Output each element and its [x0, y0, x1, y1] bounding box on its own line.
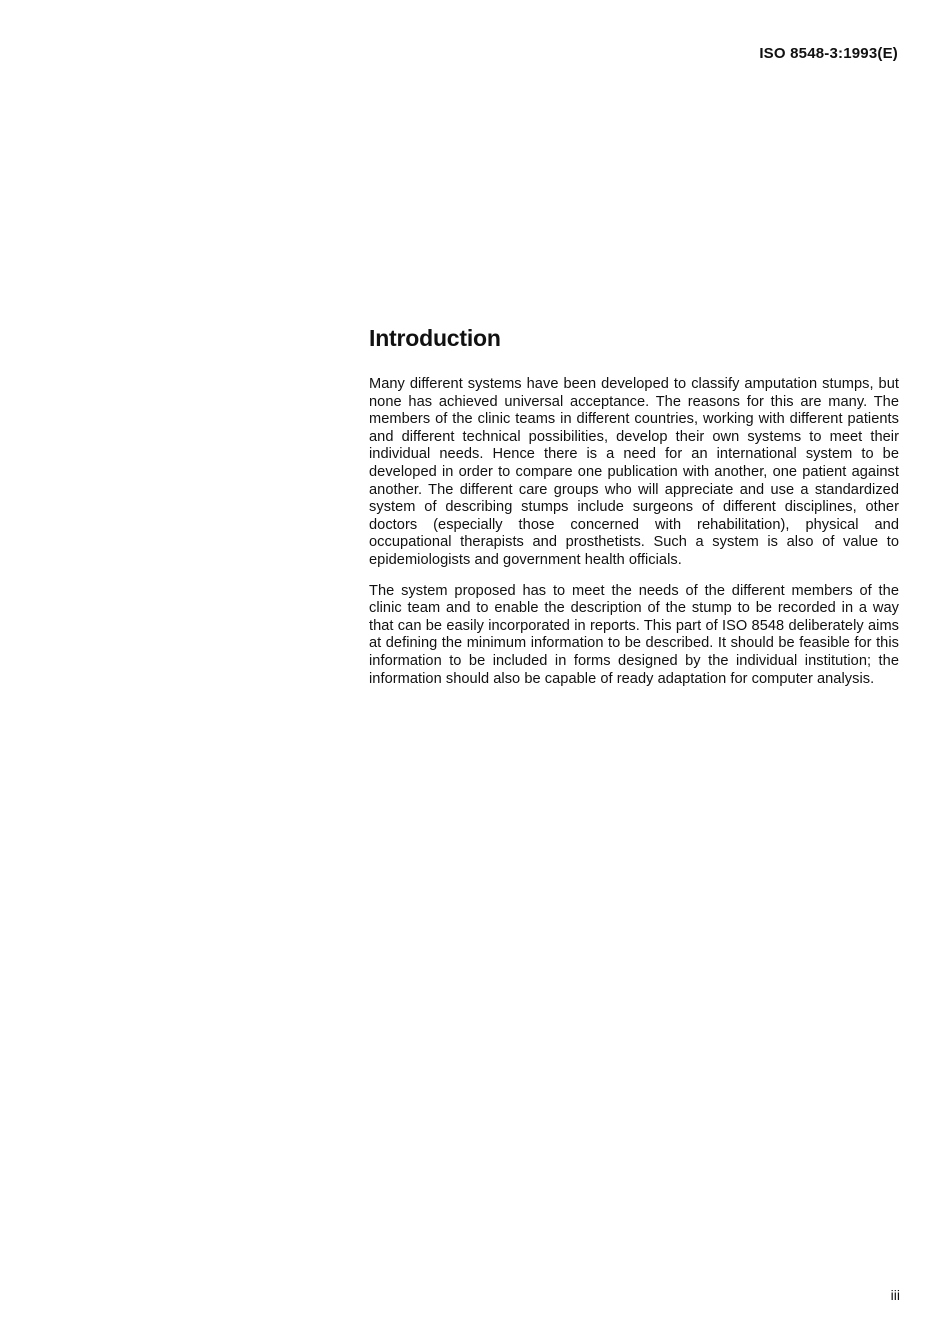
- paragraph-2: The system proposed has to meet the needs of the different members of the clinic team and to enable the description of the stump to be recorded in a way that can be easily incorporated in reports. This part of ISO 8548 deliberately aims at defining the minimum information to be described. It should be feasible for this information to be included in forms designed by the individual institution; the information should also be capable of ready adaptation for computer analysis.: [369, 582, 899, 687]
- introduction-section: [369, 325, 899, 701]
- section-title: Introduction: [369, 325, 501, 351]
- page-number: iii: [890, 1287, 900, 1303]
- document-id: ISO 8548-3:1993(E): [759, 45, 898, 62]
- paragraph-1: Many different systems have been developed to classify amputation stumps, but none has achieved universal acceptance. The reasons for this are many. The members of the clinic teams in different countries, working with different patients and different technical possibilities, develop their own systems to meet their individual needs. Hence there is a need for an international system to be developed in order to compare one publication with another, one patient against another. The different care groups who will appreciate and use a standardized system of describing stumps include surgeons of different disciplines, other doctors (especially those concerned with rehabilitation), physical and occupational therapists and prosthetists. Such a system is also of value to epidemiologists and government health officials.: [369, 376, 899, 568]
